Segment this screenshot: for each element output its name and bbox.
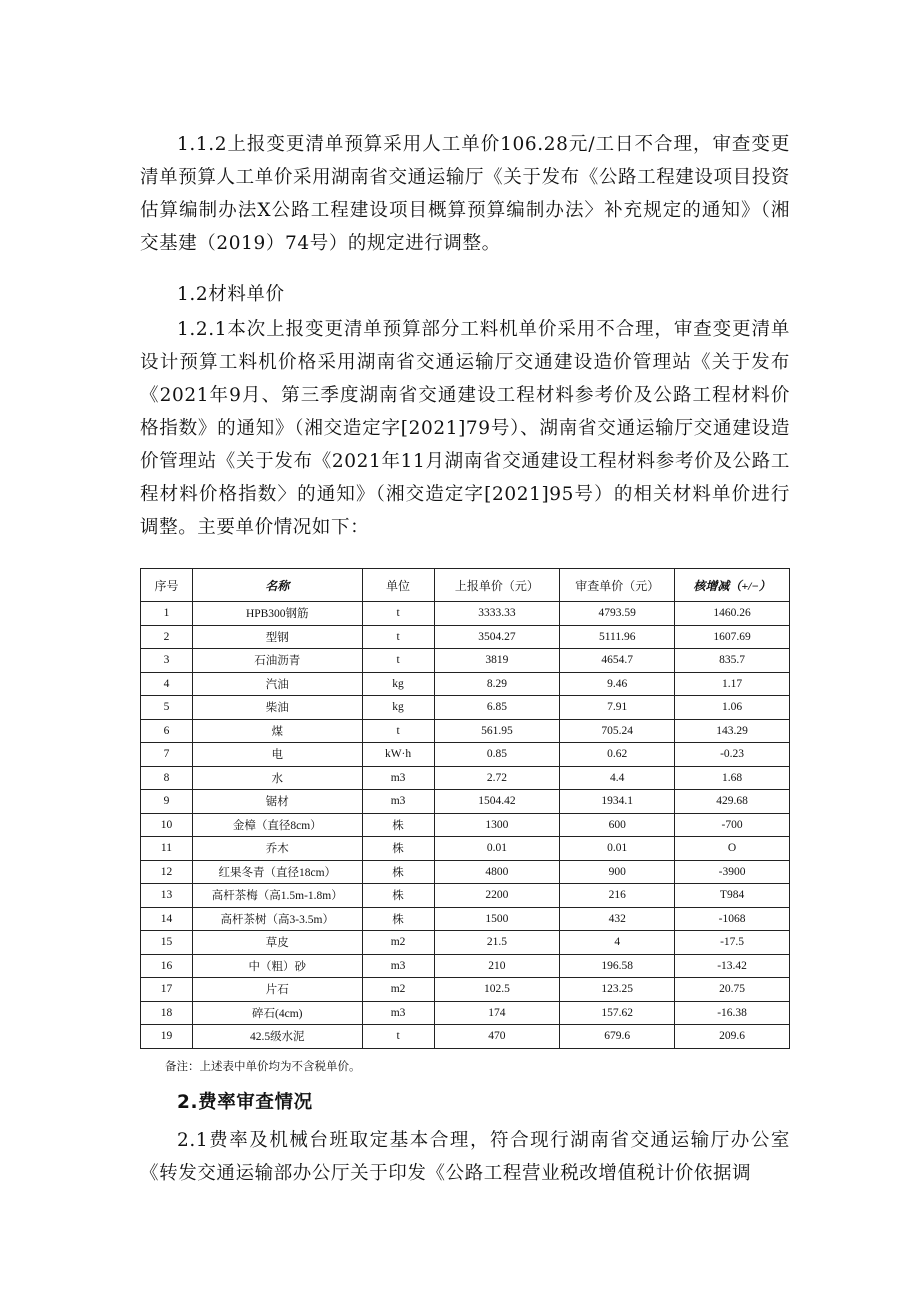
cell-name: 草皮	[192, 931, 362, 955]
cell-index: 2	[141, 625, 193, 649]
cell-reviewed-price: 600	[560, 813, 675, 837]
cell-reported-price: 102.5	[434, 978, 560, 1002]
cell-name: 碎石(4cm)	[192, 1001, 362, 1025]
cell-reported-price: 174	[434, 1001, 560, 1025]
cell-reported-price: 3819	[434, 649, 560, 673]
cell-difference: 1607.69	[675, 625, 790, 649]
paragraph-fee-rate: 2.1费率及机械台班取定基本合理，符合现行湖南省交通运输厅办公室《转发交通运输部办公厅关于印发《公路工程营业税改增值税计价依据调	[140, 1130, 790, 1184]
cell-name: 煤	[192, 719, 362, 743]
table-row	[141, 954, 790, 978]
cell-difference: 1460.26	[675, 602, 790, 626]
paragraph-labor-price: 1.1.2上报变更清单预算采用人工单价106.28元/工日不合理，审查变更清单预算人工单价采用湖南省交通运输厅《关于发布《公路工程建设项目投资估算编制办法X公路工程建设项目概算预算编制办法〉补充规定的通知》（湘交基建（2019）74号）的规定进行调整。	[140, 134, 790, 254]
table-row	[141, 1001, 790, 1025]
header-reviewed-price: 审查单价（元）	[560, 569, 675, 602]
cell-reported-price: 2200	[434, 884, 560, 908]
cell-unit: 株	[362, 837, 434, 861]
cell-unit: m3	[362, 1001, 434, 1025]
cell-unit: 株	[362, 860, 434, 884]
cell-reported-price: 1500	[434, 907, 560, 931]
header-reported-price: 上报单价（元）	[434, 569, 560, 602]
table-row	[141, 884, 790, 908]
cell-difference: -17.5	[675, 931, 790, 955]
table-row	[141, 649, 790, 673]
table-row	[141, 602, 790, 626]
cell-name: 汽油	[192, 672, 362, 696]
table-header-row	[141, 569, 790, 602]
heading-material-price: 1.2材料单价	[177, 284, 285, 305]
cell-index: 14	[141, 907, 193, 931]
cell-reported-price: 8.29	[434, 672, 560, 696]
cell-index: 13	[141, 884, 193, 908]
cell-name: 红果冬青（直径18cm）	[192, 860, 362, 884]
cell-difference: 209.6	[675, 1025, 790, 1049]
cell-reported-price: 0.01	[434, 837, 560, 861]
cell-reviewed-price: 432	[560, 907, 675, 931]
cell-difference: 835.7	[675, 649, 790, 673]
cell-reported-price: 3504.27	[434, 625, 560, 649]
table-row	[141, 790, 790, 814]
cell-reviewed-price: 7.91	[560, 696, 675, 720]
table-row	[141, 860, 790, 884]
cell-reported-price: 1300	[434, 813, 560, 837]
table-row	[141, 837, 790, 861]
cell-index: 19	[141, 1025, 193, 1049]
cell-index: 1	[141, 602, 193, 626]
cell-difference: O	[675, 837, 790, 861]
cell-name: 水	[192, 766, 362, 790]
cell-index: 9	[141, 790, 193, 814]
cell-reviewed-price: 0.62	[560, 743, 675, 767]
cell-name: 石油沥青	[192, 649, 362, 673]
heading-fee-rate: 2.费率审查情况	[177, 1092, 313, 1113]
cell-reported-price: 210	[434, 954, 560, 978]
cell-name: 柴油	[192, 696, 362, 720]
cell-difference: 429.68	[675, 790, 790, 814]
cell-index: 16	[141, 954, 193, 978]
cell-index: 6	[141, 719, 193, 743]
cell-index: 7	[141, 743, 193, 767]
material-price-table	[140, 568, 790, 1049]
cell-reviewed-price: 4.4	[560, 766, 675, 790]
table-row	[141, 719, 790, 743]
cell-reviewed-price: 216	[560, 884, 675, 908]
cell-unit: m2	[362, 978, 434, 1002]
cell-difference: -16.38	[675, 1001, 790, 1025]
cell-name: 高杆茶梅（高1.5m-1.8m）	[192, 884, 362, 908]
table-row	[141, 813, 790, 837]
cell-reviewed-price: 5111.96	[560, 625, 675, 649]
cell-name: 42.5级水泥	[192, 1025, 362, 1049]
cell-difference: -700	[675, 813, 790, 837]
cell-name: 乔木	[192, 837, 362, 861]
cell-index: 15	[141, 931, 193, 955]
cell-difference: -1068	[675, 907, 790, 931]
cell-index: 5	[141, 696, 193, 720]
table-note: 备注：上述表中单价均为不含税单价。	[165, 1059, 361, 1073]
cell-name: 型钢	[192, 625, 362, 649]
cell-unit: kg	[362, 696, 434, 720]
cell-reported-price: 470	[434, 1025, 560, 1049]
cell-reviewed-price: 705.24	[560, 719, 675, 743]
cell-unit: m3	[362, 790, 434, 814]
cell-reported-price: 4800	[434, 860, 560, 884]
cell-reviewed-price: 900	[560, 860, 675, 884]
cell-difference: -0.23	[675, 743, 790, 767]
cell-index: 8	[141, 766, 193, 790]
cell-reviewed-price: 123.25	[560, 978, 675, 1002]
cell-reported-price: 6.85	[434, 696, 560, 720]
header-index: 序号	[141, 569, 193, 602]
table-row	[141, 672, 790, 696]
cell-reviewed-price: 157.62	[560, 1001, 675, 1025]
cell-index: 4	[141, 672, 193, 696]
cell-unit: kW·h	[362, 743, 434, 767]
cell-reported-price: 3333.33	[434, 602, 560, 626]
cell-difference: -3900	[675, 860, 790, 884]
cell-difference: 1.17	[675, 672, 790, 696]
cell-reviewed-price: 1934.1	[560, 790, 675, 814]
cell-reviewed-price: 4	[560, 931, 675, 955]
header-difference: 核增减（+/−）	[675, 569, 790, 602]
cell-reported-price: 561.95	[434, 719, 560, 743]
header-unit: 单位	[362, 569, 434, 602]
cell-unit: t	[362, 719, 434, 743]
cell-reported-price: 21.5	[434, 931, 560, 955]
cell-name: 片石	[192, 978, 362, 1002]
cell-reviewed-price: 9.46	[560, 672, 675, 696]
cell-name: 高杆茶树（高3-3.5m）	[192, 907, 362, 931]
cell-unit: t	[362, 649, 434, 673]
paragraph-material-adjustment: 1.2.1本次上报变更清单预算部分工料机单价采用不合理，审查变更清单设计预算工料机价格采用湖南省交通运输厅交通建设造价管理站《关于发布《2021年9月、第三季度湖南省交通建设工程材料参考价及公路工程材料价格指数》的通知》（湘交造定字[2021]79号）、湖南省交通运输厅交通建设造价管理站《关于发布《2021年11月湖南省交通建设工程材料参考价及公路工程材料价格指数〉的通知》（湘交造定字[2021]95号）的相关材料单价进行调整。主要单价情况如下：	[140, 319, 790, 538]
cell-reviewed-price: 4793.59	[560, 602, 675, 626]
cell-unit: t	[362, 625, 434, 649]
table-body	[141, 602, 790, 1049]
cell-name: 金樟（直径8cm）	[192, 813, 362, 837]
cell-unit: t	[362, 1025, 434, 1049]
table-row	[141, 907, 790, 931]
cell-reported-price: 0.85	[434, 743, 560, 767]
header-name: 名称	[192, 569, 362, 602]
cell-index: 10	[141, 813, 193, 837]
cell-reviewed-price: 196.58	[560, 954, 675, 978]
cell-index: 3	[141, 649, 193, 673]
cell-unit: 株	[362, 884, 434, 908]
cell-unit: t	[362, 602, 434, 626]
cell-difference: 1.68	[675, 766, 790, 790]
cell-reported-price: 1504.42	[434, 790, 560, 814]
table-row	[141, 1025, 790, 1049]
cell-reviewed-price: 0.01	[560, 837, 675, 861]
cell-index: 18	[141, 1001, 193, 1025]
cell-unit: m3	[362, 766, 434, 790]
table-row	[141, 978, 790, 1002]
cell-unit: 株	[362, 813, 434, 837]
table-row	[141, 766, 790, 790]
cell-name: 电	[192, 743, 362, 767]
cell-difference: T984	[675, 884, 790, 908]
cell-unit: m2	[362, 931, 434, 955]
table-row	[141, 625, 790, 649]
cell-difference: 143.29	[675, 719, 790, 743]
cell-difference: 20.75	[675, 978, 790, 1002]
cell-name: HPB300钢筋	[192, 602, 362, 626]
table-row	[141, 696, 790, 720]
cell-reported-price: 2.72	[434, 766, 560, 790]
cell-name: 中（粗）砂	[192, 954, 362, 978]
table-row	[141, 931, 790, 955]
table-row	[141, 743, 790, 767]
cell-index: 11	[141, 837, 193, 861]
cell-difference: 1.06	[675, 696, 790, 720]
cell-reviewed-price: 679.6	[560, 1025, 675, 1049]
cell-unit: kg	[362, 672, 434, 696]
cell-index: 17	[141, 978, 193, 1002]
cell-difference: -13.42	[675, 954, 790, 978]
cell-index: 12	[141, 860, 193, 884]
cell-name: 锯材	[192, 790, 362, 814]
cell-unit: m3	[362, 954, 434, 978]
cell-reviewed-price: 4654.7	[560, 649, 675, 673]
cell-unit: 株	[362, 907, 434, 931]
